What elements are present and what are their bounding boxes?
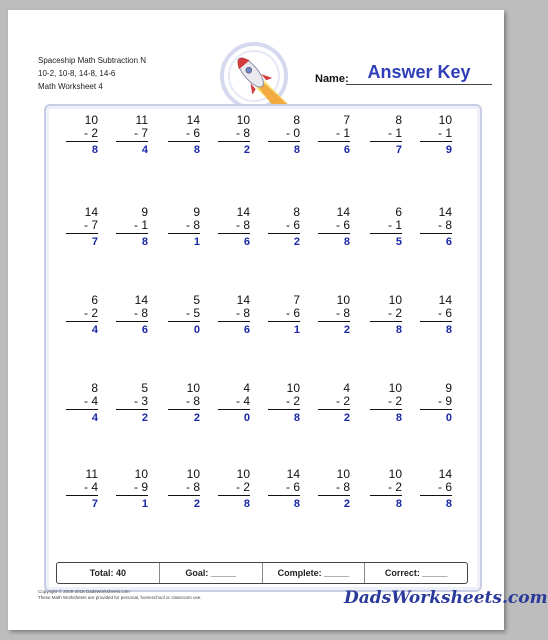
subtrahend: - 2 [235, 480, 250, 494]
minuend: 9 [141, 205, 148, 219]
problem [310, 294, 350, 337]
subtrahend: - 1 [133, 218, 148, 232]
problem [160, 468, 200, 511]
subtrahend: - 6 [437, 480, 452, 494]
score-footer [56, 562, 468, 584]
minuend: 10 [438, 113, 452, 127]
answer: 7 [91, 498, 98, 510]
minuend: 9 [445, 381, 452, 395]
problem [412, 114, 452, 157]
minuend: 4 [243, 381, 250, 395]
minuend: 6 [91, 293, 98, 307]
problem [362, 114, 402, 157]
answer: 8 [343, 236, 350, 248]
minuend: 14 [438, 205, 452, 219]
answer-line [420, 409, 452, 410]
answer-line [268, 409, 300, 410]
answer-line [370, 233, 402, 234]
answer: 2 [293, 236, 300, 248]
problems-frame [44, 104, 482, 592]
problem [160, 382, 200, 425]
answer: 7 [91, 236, 98, 248]
answer: 5 [395, 236, 402, 248]
worksheet-title: Spaceship Math Subtraction N [38, 56, 147, 65]
answer-line [218, 409, 250, 410]
subtrahend: - 1 [437, 126, 452, 140]
minuend: 10 [286, 381, 300, 395]
answer: 7 [395, 144, 402, 156]
worksheet-number: Math Worksheet 4 [38, 82, 103, 91]
subtrahend: - 7 [83, 218, 98, 232]
problem [58, 382, 98, 425]
answer-line [66, 495, 98, 496]
subtrahend: - 3 [133, 394, 148, 408]
subtrahend: - 8 [235, 126, 250, 140]
answer: 4 [141, 144, 148, 156]
minuend: 10 [186, 467, 200, 481]
answer-line [66, 141, 98, 142]
subtrahend: - 2 [83, 306, 98, 320]
minuend: 5 [141, 381, 148, 395]
subtrahend: - 8 [235, 306, 250, 320]
subtrahend: - 1 [387, 126, 402, 140]
problem [58, 114, 98, 157]
answer: 2 [193, 412, 200, 424]
problem [310, 114, 350, 157]
answer-line [116, 409, 148, 410]
subtrahend: - 4 [83, 480, 98, 494]
problem [160, 206, 200, 249]
answer: 8 [395, 412, 402, 424]
subtrahend: - 7 [133, 126, 148, 140]
answer: 0 [243, 412, 250, 424]
problem [310, 382, 350, 425]
copyright-line: Copyright © 2008-2018 DadsWorksheets.com [38, 589, 130, 594]
problem [362, 206, 402, 249]
problem [210, 382, 250, 425]
subtrahend: - 6 [335, 218, 350, 232]
answer-line [268, 141, 300, 142]
minuend: 14 [134, 293, 148, 307]
answer: 6 [445, 236, 452, 248]
problem [260, 382, 300, 425]
answer-line [420, 321, 452, 322]
problem [412, 206, 452, 249]
answer-key-title: Answer Key [367, 62, 471, 82]
subtrahend: - 8 [185, 218, 200, 232]
answer-line [370, 409, 402, 410]
minuend: 8 [91, 381, 98, 395]
answer: 6 [243, 324, 250, 336]
answer: 0 [193, 324, 200, 336]
minuend: 14 [336, 205, 350, 219]
answer: 8 [91, 144, 98, 156]
answer-line [168, 321, 200, 322]
subtrahend: - 9 [133, 480, 148, 494]
answer-line [420, 495, 452, 496]
problem [210, 468, 250, 511]
answer: 2 [343, 412, 350, 424]
problem [108, 382, 148, 425]
subtrahend: - 1 [335, 126, 350, 140]
usage-line: These Math Worksheets are provided for personal, homeschool or classroom use. [38, 595, 202, 600]
worksheet-facts: 10-2, 10-8, 14-8, 14-6 [38, 69, 116, 78]
answer-line [218, 495, 250, 496]
subtrahend: - 6 [437, 306, 452, 320]
minuend: 9 [193, 205, 200, 219]
answer: 8 [293, 144, 300, 156]
answer-line [66, 321, 98, 322]
answer-line [370, 321, 402, 322]
problem [412, 294, 452, 337]
answer-line [218, 233, 250, 234]
minuend: 10 [84, 113, 98, 127]
subtrahend: - 8 [437, 218, 452, 232]
answer: 2 [343, 498, 350, 510]
minuend: 14 [286, 467, 300, 481]
copyright-notice [38, 589, 202, 601]
problem [362, 468, 402, 511]
problem [412, 468, 452, 511]
answer-line [268, 495, 300, 496]
subtrahend: - 6 [285, 306, 300, 320]
subtrahend: - 5 [185, 306, 200, 320]
answer: 8 [395, 324, 402, 336]
answer: 8 [445, 498, 452, 510]
answer-line [318, 321, 350, 322]
minuend: 10 [236, 113, 250, 127]
minuend: 10 [134, 467, 148, 481]
minuend: 10 [186, 381, 200, 395]
minuend: 10 [388, 381, 402, 395]
minuend: 10 [336, 293, 350, 307]
subtrahend: - 8 [185, 394, 200, 408]
subtrahend: - 2 [83, 126, 98, 140]
answer-line [268, 321, 300, 322]
answer: 2 [193, 498, 200, 510]
minuend: 10 [388, 293, 402, 307]
minuend: 8 [395, 113, 402, 127]
answer-line [420, 141, 452, 142]
answer-line [318, 495, 350, 496]
subtrahend: - 6 [185, 126, 200, 140]
worksheet-page [8, 10, 548, 630]
minuend: 11 [135, 113, 148, 127]
answer-line [318, 409, 350, 410]
minuend: 11 [85, 467, 98, 481]
problem [108, 206, 148, 249]
minuend: 5 [193, 293, 200, 307]
problem [210, 114, 250, 157]
problem [310, 206, 350, 249]
problem [260, 468, 300, 511]
minuend: 14 [84, 205, 98, 219]
answer-line [66, 409, 98, 410]
answer-line [66, 233, 98, 234]
subtrahend: - 8 [133, 306, 148, 320]
subtrahend: - 0 [285, 126, 300, 140]
minuend: 4 [343, 381, 350, 395]
answer: 8 [141, 236, 148, 248]
name-line [346, 84, 492, 85]
answer: 6 [343, 144, 350, 156]
answer: 0 [445, 412, 452, 424]
answer-line [318, 233, 350, 234]
problem [58, 294, 98, 337]
answer: 9 [445, 144, 452, 156]
problem [362, 294, 402, 337]
subtrahend: - 8 [185, 480, 200, 494]
answer: 4 [91, 324, 98, 336]
problem [160, 114, 200, 157]
answer-line [116, 495, 148, 496]
minuend: 7 [343, 113, 350, 127]
worksheet-header [38, 54, 146, 93]
minuend: 14 [236, 293, 250, 307]
problem [260, 114, 300, 157]
problem [362, 382, 402, 425]
minuend: 8 [293, 205, 300, 219]
complete-cell: Complete: _____ [263, 563, 366, 583]
problem [210, 206, 250, 249]
minuend: 10 [388, 467, 402, 481]
answer-line [420, 233, 452, 234]
subtrahend: - 2 [387, 394, 402, 408]
answer-line [268, 233, 300, 234]
problem [108, 114, 148, 157]
problem [108, 294, 148, 337]
answer-line [318, 141, 350, 142]
answer: 1 [141, 498, 148, 510]
problem [260, 206, 300, 249]
subtrahend: - 2 [285, 394, 300, 408]
problem [260, 294, 300, 337]
answer-line [168, 495, 200, 496]
correct-cell: Correct: _____ [384, 568, 448, 578]
dadsworksheets-logo: DadsWorksheets.com [344, 588, 548, 608]
minuend: 6 [395, 205, 402, 219]
total-cell: Total: 40 [57, 563, 160, 583]
answer-line [168, 409, 200, 410]
subtrahend: - 6 [285, 480, 300, 494]
answer: 2 [343, 324, 350, 336]
subtrahend: - 2 [335, 394, 350, 408]
answer: 1 [193, 236, 200, 248]
subtrahend: - 6 [285, 218, 300, 232]
minuend: 7 [293, 293, 300, 307]
answer: 8 [193, 144, 200, 156]
answer-line [116, 321, 148, 322]
minuend: 10 [236, 467, 250, 481]
answer-line [168, 141, 200, 142]
answer-line [218, 141, 250, 142]
subtrahend: - 2 [387, 480, 402, 494]
minuend: 14 [438, 293, 452, 307]
subtrahend: - 8 [335, 306, 350, 320]
answer: 2 [141, 412, 148, 424]
minuend: 14 [236, 205, 250, 219]
problem [310, 468, 350, 511]
answer: 4 [91, 412, 98, 424]
problem [58, 206, 98, 249]
answer-line [116, 141, 148, 142]
minuend: 14 [438, 467, 452, 481]
subtrahend: - 8 [235, 218, 250, 232]
answer-line [370, 495, 402, 496]
subtrahend: - 4 [235, 394, 250, 408]
problem [160, 294, 200, 337]
answer: 1 [293, 324, 300, 336]
answer: 6 [141, 324, 148, 336]
goal-cell: Goal: _____ [160, 563, 263, 583]
problem [210, 294, 250, 337]
problem [108, 468, 148, 511]
subtrahend: - 1 [387, 218, 402, 232]
subtrahend: - 8 [335, 480, 350, 494]
answer-line [116, 233, 148, 234]
subtrahend: - 9 [437, 394, 452, 408]
problem [58, 468, 98, 511]
answer: 8 [395, 498, 402, 510]
minuend: 10 [336, 467, 350, 481]
problem [412, 382, 452, 425]
subtrahend: - 4 [83, 394, 98, 408]
answer: 8 [243, 498, 250, 510]
minuend: 8 [293, 113, 300, 127]
subtrahend: - 2 [387, 306, 402, 320]
minuend: 14 [186, 113, 200, 127]
answer-line [370, 141, 402, 142]
answer-line [168, 233, 200, 234]
answer: 8 [293, 498, 300, 510]
name-label: Name: [315, 73, 349, 85]
answer: 6 [243, 236, 250, 248]
answer: 8 [445, 324, 452, 336]
answer: 2 [243, 144, 250, 156]
answer-line [218, 321, 250, 322]
answer: 8 [293, 412, 300, 424]
